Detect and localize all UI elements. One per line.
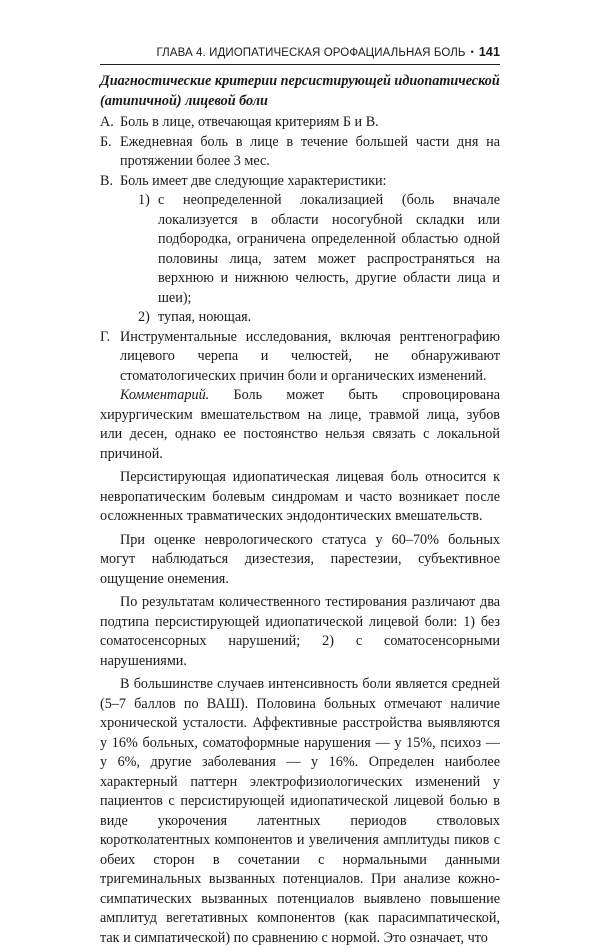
subcriterion-1 bbox=[138, 191, 500, 308]
header-bullet: • bbox=[470, 47, 474, 57]
criterion-g bbox=[100, 328, 500, 387]
criterion-text: Боль в лице, отвечающая критериям Б и В. bbox=[120, 114, 379, 130]
page-number: 141 bbox=[478, 45, 500, 59]
body-paragraph: В большинстве случаев интенсивность боли является средней (5–7 баллов по ВАШ). Половина больных отмечают наличие хронической усталости. Аффективные расстройства выявляются у 16% больных, соматоформные нарушения — у 15%, психоз — у 6%, другие заболевания — у 16%. Определен наиболее характерный паттерн электрофизиологических изменений у пациентов с персистирующей идиопатической лицевой болью в виде укорочения латентных периодов стволовых коротколатентных компонентов и увеличения амплитуды пиков с обеих сторон в сочетании с нормальными данными тригеминальных вызванных потенциалов. При анализе кожно-симпатических вызванных потенциалов выявлено повышение амплитуд вегетативных компонентов (как парасимпатической, так и симпатической) по сравнению с нормой. Это означает, что bbox=[100, 676, 500, 946]
subcriterion-label: 2) bbox=[138, 309, 150, 325]
criterion-label: А. bbox=[100, 114, 114, 130]
criterion-text: Ежедневная боль в лице в течение большей части дня на протяжении более 3 мес. bbox=[120, 133, 500, 169]
criterion-b bbox=[100, 133, 500, 172]
section-title: Диагностические критерии персистирующей идиопатической (атипичной) лицевой боли bbox=[100, 73, 500, 109]
running-header bbox=[100, 42, 500, 65]
subcriterion-text: тупая, ноющая. bbox=[158, 309, 252, 325]
criterion-text: Боль имеет две следующие характеристики: bbox=[120, 172, 387, 189]
comment-paragraph bbox=[100, 386, 500, 464]
criterion-text: Инструментальные исследования, включая рентгенографию лицевого черепа и челюстей, не обнаруживают стоматологических причин боли и органических изменений. bbox=[120, 328, 500, 384]
chapter-title: ГЛАВА 4. ИДИОПАТИЧЕСКАЯ ОРОФАЦИАЛЬНАЯ БОЛЬ bbox=[156, 47, 466, 59]
subcriterion-text: с неопределенной локализацией (боль вначале локализуется в области носогубной складки или подбородка, ограничена определенной областью одной половины лица, затем может распространяться на верхнюю и нижнюю челюсть, другие области лица и шеи); bbox=[158, 192, 500, 306]
criterion-label: В. bbox=[100, 172, 114, 189]
criterion-label: Б. bbox=[100, 133, 112, 150]
criterion-a bbox=[100, 113, 500, 133]
subcriterion-label: 1) bbox=[138, 192, 150, 208]
criterion-v bbox=[100, 172, 500, 192]
criterion-label: Г. bbox=[100, 328, 111, 345]
body-paragraph: По результатам количественного тестирования различают два подтипа персистирующей идиопатической лицевой боли: 1) без соматосенсорных нарушений; 2) с соматосенсорными нарушениями. bbox=[100, 594, 500, 669]
subcriterion-2 bbox=[138, 308, 500, 328]
body-paragraph: Персистирующая идиопатическая лицевая боль относится к невропатическим болевым синдромам и часто возникает после осложненных травматических эндодонтических вмешательств. bbox=[100, 469, 500, 524]
body-paragraph: При оценке неврологического статуса у 60–70% больных могут наблюдаться дизестезия, парестезии, субъективное ощущение онемения. bbox=[100, 531, 500, 587]
comment-text: Боль может быть спровоцирована хирургическим вмешательством на лице, травмой лица, зубов или десен, однако ее постоянство нельзя связать с локальной причиной. bbox=[100, 387, 500, 462]
page-body bbox=[100, 72, 500, 948]
comment-label: Комментарий. bbox=[120, 387, 210, 403]
